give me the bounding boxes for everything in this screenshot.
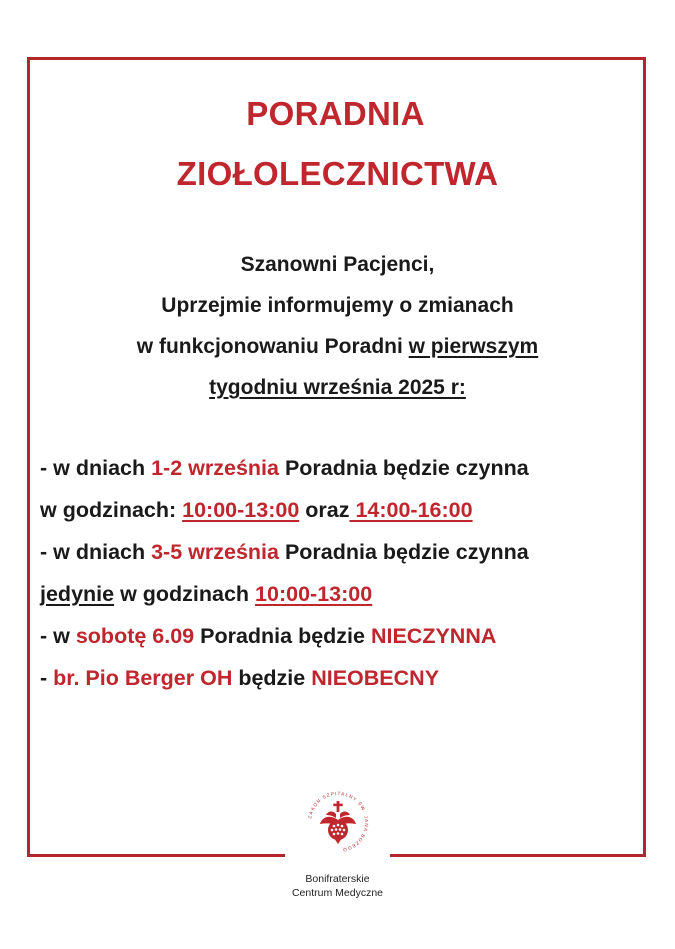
- saturday-date: sobotę 6.09: [75, 624, 195, 648]
- title-line-1: PORADNIA: [246, 95, 425, 132]
- date-range-1: 1-2 września: [151, 456, 279, 480]
- frame-bottom-left-line: [27, 854, 285, 857]
- schedule-text: - w dniach: [40, 540, 152, 564]
- schedule-line-5: [40, 615, 640, 657]
- schedule-line-6: [40, 657, 640, 699]
- schedule-text: - w dniach: [40, 456, 152, 480]
- only-emphasis: jedynie: [40, 582, 115, 606]
- hours-morning: 10:00-13:00: [182, 498, 300, 522]
- intro-paragraph: [0, 244, 675, 408]
- hospital-logo-emblem: [300, 784, 376, 860]
- schedule-text: - w: [40, 624, 76, 648]
- intro-line-3-text: w funkcjonowaniu Poradni: [136, 335, 409, 358]
- hospital-name: [0, 872, 675, 900]
- frame-bottom-right-line: [390, 854, 646, 857]
- date-range-2: 3-5 września: [151, 540, 279, 564]
- hospital-name-line-2: Centrum Medyczne: [291, 887, 384, 899]
- absent-status: NIEOBECNY: [311, 666, 440, 690]
- logo-ring-text: ZAKON SZPITALNY ŚW. JANA BOŻEGO: [307, 790, 370, 853]
- intro-line-4: [0, 367, 675, 408]
- schedule-text: -: [40, 666, 54, 690]
- schedule-text: w godzinach: [114, 582, 256, 606]
- schedule-text: w godzinach:: [40, 498, 183, 522]
- schedule-text: Poradnia będzie czynna: [278, 456, 529, 480]
- closed-status: NIECZYNNA: [370, 624, 497, 648]
- schedule-line-4: [40, 573, 640, 615]
- hospital-name-line-1: Bonifraterskie: [305, 873, 370, 885]
- greeting: Szanowni Pacjenci,: [240, 253, 435, 276]
- doctor-name: br. Pio Berger OH: [53, 666, 233, 690]
- schedule-text: będzie: [232, 666, 312, 690]
- hours-only: 10:00-13:00: [255, 582, 373, 606]
- intro-line-3-underlined: w pierwszym: [408, 335, 539, 358]
- schedule-text: oraz: [299, 498, 350, 522]
- intro-line-4-underlined: tygodniu września 2025 r:: [209, 376, 466, 399]
- intro-line-2: Uprzejmie informujemy o zmianach: [161, 294, 514, 317]
- schedule-text: Poradnia będzie czynna: [278, 540, 529, 564]
- schedule-line-1: [40, 447, 640, 489]
- schedule-list: [40, 447, 640, 699]
- hours-afternoon: 14:00-16:00: [349, 498, 473, 522]
- title-line-2: ZIOŁOLECZNICTWA: [176, 155, 499, 192]
- schedule-line-3: [40, 531, 640, 573]
- schedule-text: Poradnia będzie: [194, 624, 371, 648]
- schedule-line-2: [40, 489, 640, 531]
- intro-line-3: [0, 326, 675, 367]
